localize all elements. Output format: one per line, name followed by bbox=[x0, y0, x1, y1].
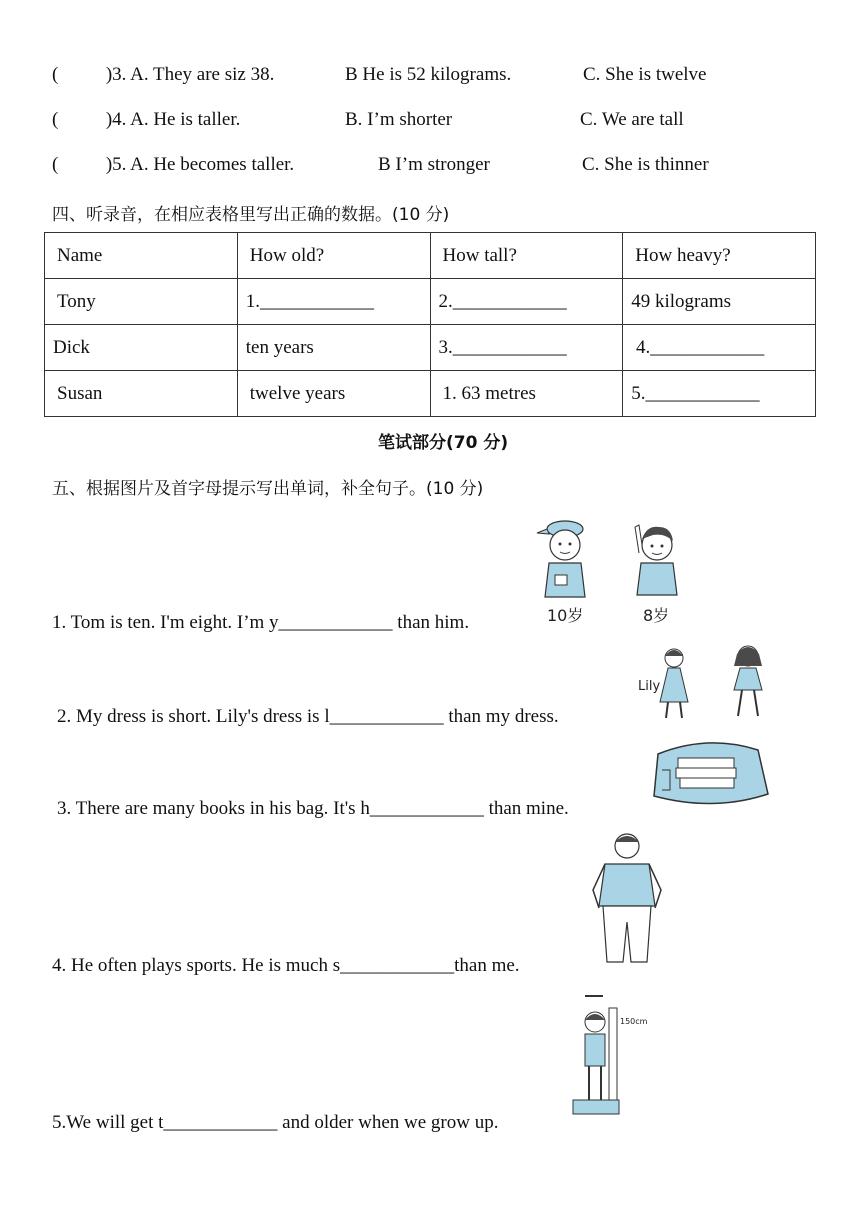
question-5-stem: ( )5. A. He becomes taller. bbox=[52, 154, 295, 175]
sentence-3: 3. There are many books in his bag. It's h____________ than mine. bbox=[57, 798, 569, 819]
question-4-option-b: B. I’m shorter bbox=[345, 109, 453, 130]
sentence-2: 2. My dress is short. Lily's dress is l____________ than my dress. bbox=[57, 706, 559, 727]
question-4-stem: ( )4. A. He is taller. bbox=[52, 109, 241, 130]
table-cell: 1. 63 metres bbox=[430, 371, 623, 417]
boys-age-illustration bbox=[535, 515, 705, 630]
sentence-5: 5.We will get t____________ and older when we grow up. bbox=[52, 1112, 499, 1133]
table-header: Name bbox=[45, 233, 238, 279]
height-mark-label: 150cm bbox=[620, 1017, 648, 1026]
table-cell: 49 kilograms bbox=[623, 279, 816, 325]
table-cell-blank[interactable]: 3.____________ bbox=[430, 325, 623, 371]
question-3-option-b: B He is 52 kilograms. bbox=[345, 64, 512, 85]
table-cell-blank[interactable]: 4.____________ bbox=[623, 325, 816, 371]
table-cell-blank[interactable]: 5.____________ bbox=[623, 371, 816, 417]
table-header: How heavy? bbox=[623, 233, 816, 279]
table-row bbox=[45, 371, 816, 417]
table-cell: Dick bbox=[45, 325, 238, 371]
section-5-title: 五、根据图片及首字母提示写出单词，补全句子。(10 分) bbox=[52, 479, 484, 499]
schoolbag-illustration bbox=[648, 734, 778, 814]
table-cell: Susan bbox=[45, 371, 238, 417]
table-cell: ten years bbox=[237, 325, 430, 371]
table-cell: Tony bbox=[45, 279, 238, 325]
question-3-option-c: C. She is twelve bbox=[583, 64, 707, 85]
question-5-option-c: C. She is thinner bbox=[582, 154, 709, 175]
table-header-row bbox=[45, 233, 816, 279]
table-row bbox=[45, 325, 816, 371]
boy2-age-label: 8岁 bbox=[643, 606, 670, 625]
table-header: How old? bbox=[237, 233, 430, 279]
written-part-heading: 笔试部分(70 分) bbox=[378, 433, 509, 453]
table-cell: twelve years bbox=[237, 371, 430, 417]
section-4-title: 四、听录音，在相应表格里写出正确的数据。(10 分) bbox=[52, 205, 450, 225]
sentence-4: 4. He often plays sports. He is much s____________than me. bbox=[52, 955, 520, 976]
strong-man-illustration bbox=[585, 830, 670, 965]
girls-dress-illustration bbox=[638, 642, 778, 724]
question-3-stem: ( )3. A. They are siz 38. bbox=[52, 64, 275, 85]
lily-label: Lily bbox=[638, 679, 661, 694]
table-header: How tall? bbox=[430, 233, 623, 279]
question-5-option-b: B I’m stronger bbox=[378, 154, 490, 175]
height-measure-illustration bbox=[565, 988, 650, 1128]
table-cell-blank[interactable]: 1.____________ bbox=[237, 279, 430, 325]
boy1-age-label: 10岁 bbox=[547, 606, 584, 625]
listening-table bbox=[44, 232, 816, 417]
question-4-option-c: C. We are tall bbox=[580, 109, 684, 130]
table-row bbox=[45, 279, 816, 325]
sentence-1: 1. Tom is ten. I'm eight. I’m y____________ than him. bbox=[52, 612, 470, 633]
table-cell-blank[interactable]: 2.____________ bbox=[430, 279, 623, 325]
